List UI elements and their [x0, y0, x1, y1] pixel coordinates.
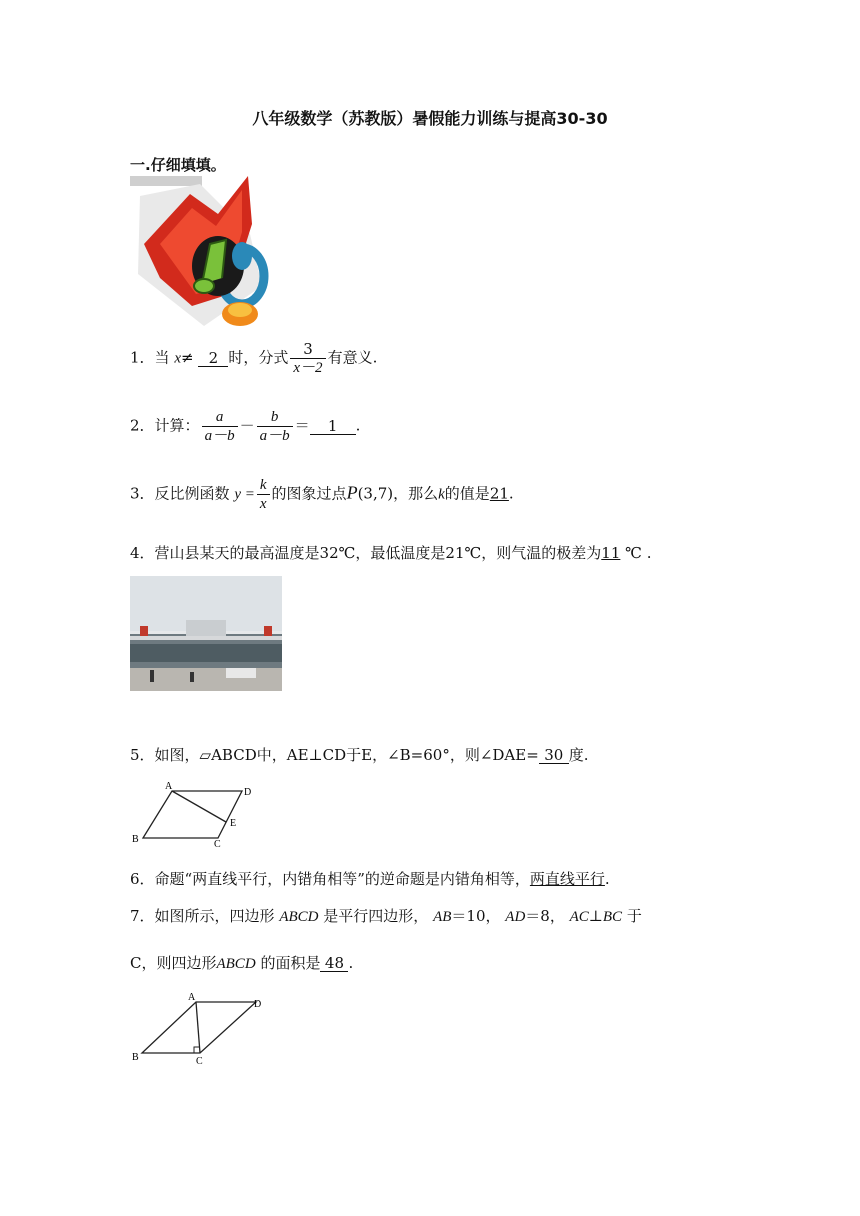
question-2: 2．计算： $\frac{a}{a-b}$ － $\frac{b}{a-b}$ ＝ 1 .	[130, 409, 361, 444]
answer-blank: 11	[601, 544, 621, 562]
label-d: D	[244, 787, 252, 798]
fraction: $\frac{a}{a-b}$	[202, 408, 238, 445]
question-5: 5．如图，▱ABCD中，AE⊥CD于E，∠B=60°，则∠DAE= 30 度.	[130, 746, 589, 764]
question-3: 3．反比例函数 y = $\frac{k}{x}$ 的图象过点P(3,7)，那么k的值是21.	[130, 477, 514, 512]
answer-blank: 48	[320, 955, 348, 972]
section-heading: 一.仔细填填。	[130, 156, 226, 174]
page-title: 八年级数学（苏教版）暑假能力训练与提高30-30	[252, 109, 608, 128]
label-e: E	[230, 818, 237, 829]
fraction: $\frac{b}{a-b}$	[257, 408, 293, 445]
music-folder-image	[130, 174, 282, 328]
question-7: 7．如图所示，四边形 ABCD 是平行四边形， AB＝10， AD＝8， AC⊥BC 于	[130, 907, 642, 925]
label-c: C	[196, 1056, 203, 1067]
label-b: B	[132, 834, 139, 845]
label-c: C	[214, 839, 221, 848]
label-b: B	[132, 1052, 139, 1063]
answer-blank: 1	[310, 418, 356, 435]
question-4: 4．营山县某天的最高温度是32℃，最低温度是21℃，则气温的极差为11 ℃ .	[130, 544, 652, 562]
fraction: $\frac{3}{x-2}$	[290, 340, 325, 377]
figure-parallelogram-aecd	[130, 778, 260, 848]
label-a: A	[188, 992, 196, 1003]
parallelogram-symbol: ▱	[199, 746, 212, 764]
label-a: A	[165, 781, 173, 792]
answer-blank: 30	[539, 747, 569, 764]
answer-blank: 两直线平行	[529, 870, 605, 888]
fraction: $\frac{k}{x}$	[257, 476, 270, 513]
figure-parallelogram-abcd	[130, 990, 270, 1070]
question-1: 1．当 x≠ 2 时，分式 $\frac{3}{x-2}$ 有意义.	[130, 340, 378, 376]
station-photo	[130, 576, 282, 691]
label-d: D	[254, 999, 262, 1010]
question-7-continued: C，则四边形ABCD 的面积是 48 .	[130, 954, 354, 972]
answer-blank: 2	[198, 350, 228, 367]
answer-blank: 21	[489, 484, 509, 503]
question-6: 6．命题“两直线平行，内错角相等”的逆命题是内错角相等，两直线平行.	[130, 870, 610, 888]
